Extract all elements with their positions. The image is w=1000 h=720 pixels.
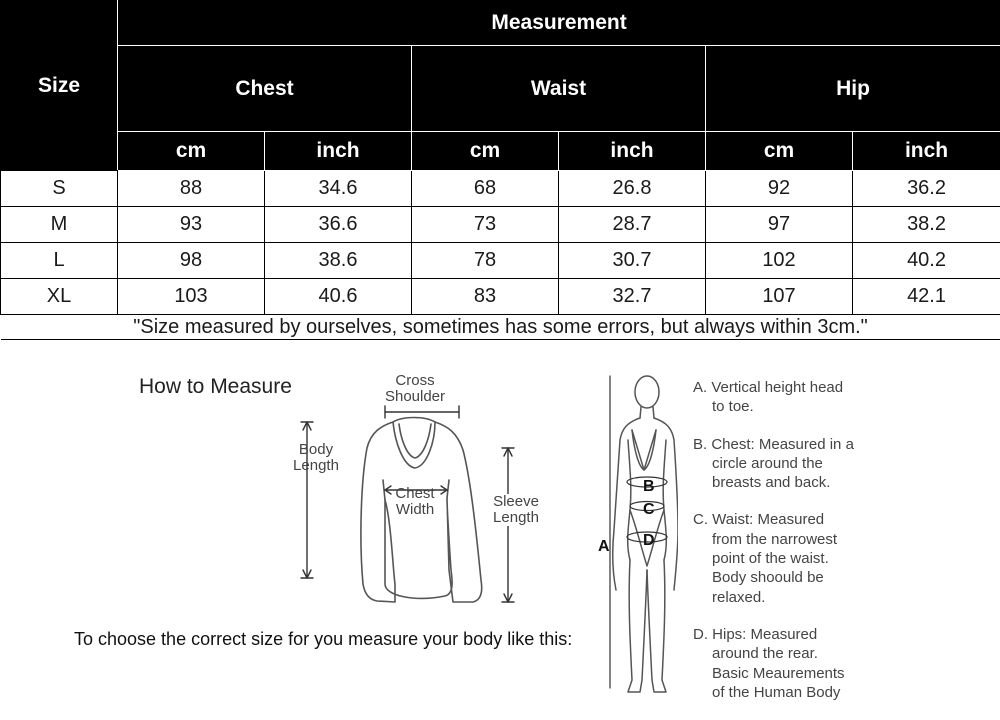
size-cell: M [1,207,118,243]
value-cell: 92 [706,171,853,207]
size-cell: XL [1,279,118,315]
hip-header: Hip [706,46,1000,132]
size-cell: S [1,171,118,207]
table-row [1,279,1000,315]
measurement-note: "Size measured by ourselves, sometimes has some errors, but always within 3cm." [1,315,1000,340]
table-row [1,207,1000,243]
body-length-label: Body Length [285,442,347,474]
measurement-legend [693,378,993,720]
chest-width-label: Chest Width [380,486,450,518]
size-header: Size [1,1,118,171]
value-cell: 40.6 [265,279,412,315]
figure-label-a: A [598,538,610,556]
table-row [1,171,1000,207]
value-cell: 42.1 [853,279,1000,315]
waist-header: Waist [412,46,706,132]
value-cell: 68 [412,171,559,207]
unit-header: inch [559,132,706,171]
value-cell: 32.7 [559,279,706,315]
sleeve-length-label: Sleeve Length [481,494,551,526]
value-cell: 38.6 [265,243,412,279]
legend-item-waist: C. Waist: Measured from the narrowest point of the waist. Body shoould be relaxed. [693,510,993,606]
unit-header: inch [853,132,1000,171]
figure-label-d: D [643,532,655,550]
size-cell: L [1,243,118,279]
value-cell: 26.8 [559,171,706,207]
figure-label-c: C [643,501,655,519]
value-cell: 83 [412,279,559,315]
unit-header: inch [265,132,412,171]
value-cell: 107 [706,279,853,315]
value-cell: 40.2 [853,243,1000,279]
measure-guide [0,345,1000,714]
value-cell: 103 [118,279,265,315]
how-to-measure-title: How to Measure [139,375,292,399]
unit-header: cm [706,132,853,171]
value-cell: 98 [118,243,265,279]
measure-instruction: To choose the correct size for you measure your body like this: [74,629,572,650]
cross-shoulder-label: Cross Shoulder [375,373,455,405]
value-cell: 36.6 [265,207,412,243]
legend-item-hips: D. Hips: Measured around the rear. Basic Meaurements of the Human Body [693,625,993,702]
legend-item-chest: B. Chest: Measured in a circle around the breasts and back. [693,435,993,493]
value-cell: 38.2 [853,207,1000,243]
value-cell: 28.7 [559,207,706,243]
body-figure [588,370,678,705]
value-cell: 97 [706,207,853,243]
unit-header: cm [412,132,559,171]
legend-item-height: A. Vertical height head to toe. [693,378,993,417]
figure-label-b: B [643,478,655,496]
size-chart-table [0,0,1000,340]
value-cell: 34.6 [265,171,412,207]
shirt-diagram [285,370,545,620]
chest-header: Chest [118,46,412,132]
value-cell: 36.2 [853,171,1000,207]
value-cell: 30.7 [559,243,706,279]
unit-header: cm [118,132,265,171]
value-cell: 102 [706,243,853,279]
value-cell: 78 [412,243,559,279]
value-cell: 93 [118,207,265,243]
value-cell: 73 [412,207,559,243]
value-cell: 88 [118,171,265,207]
measurement-header: Measurement [118,1,1000,46]
table-row [1,243,1000,279]
